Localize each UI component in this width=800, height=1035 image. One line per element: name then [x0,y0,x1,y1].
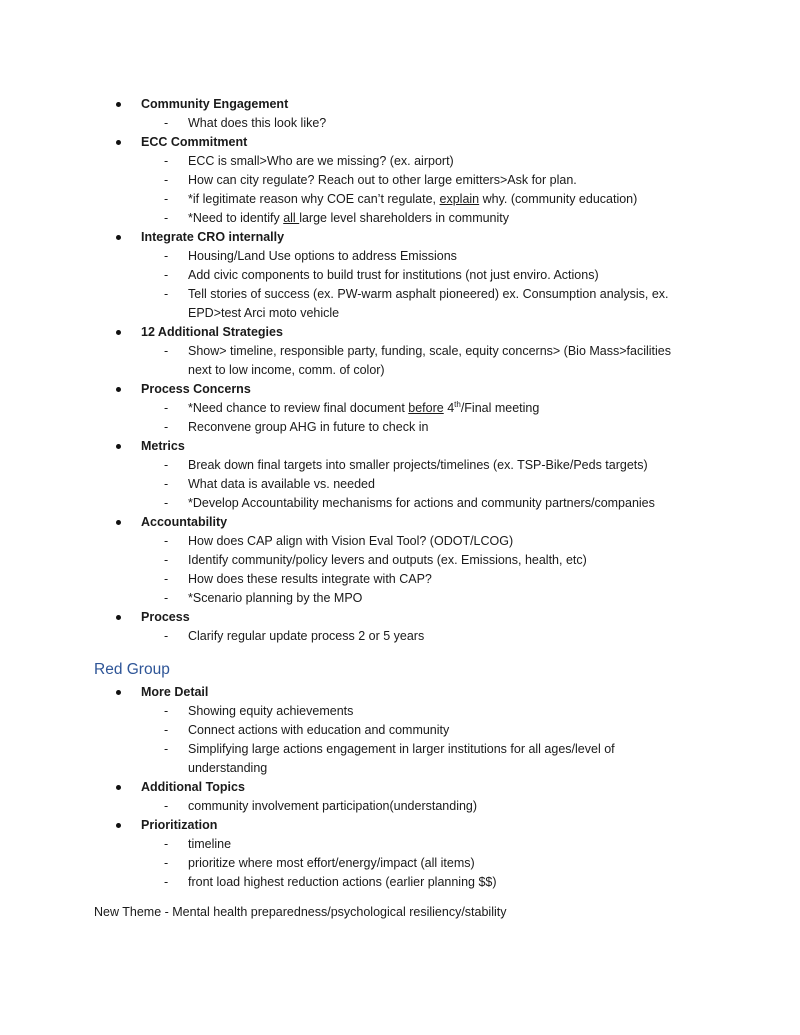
bullet-item [0,95,800,114]
sub-item [0,854,800,873]
dash-marker: - [164,268,169,282]
text-line: Simplifying large actions engagement in larger institutions for all ages/level of [188,742,615,756]
text-line: next to low income, comm. of color) [188,363,385,377]
dash-marker: - [164,420,169,434]
text-line: ECC is small>Who are we missing? (ex. airport) [188,154,454,168]
sub-item [0,171,800,190]
text-line: Clarify regular update process 2 or 5 years [188,629,425,643]
sub-item [0,399,800,418]
sub-item-text [188,418,708,437]
text-line: What does this look like? [188,116,327,130]
dash-marker: - [164,837,169,851]
bullet-title: Additional Topics [141,780,245,794]
sub-item-text [188,797,708,816]
sub-item [0,627,800,646]
dash-marker: - [164,629,169,643]
sub-item-text [188,266,708,285]
sub-item-text [188,702,708,721]
text-line: Identify community/policy levers and outputs (ex. Emissions, health, etc) [188,553,587,567]
text-line: *Scenario planning by the MPO [188,591,363,605]
sub-item-text [188,854,708,873]
bullet-title: Metrics [141,439,185,453]
sub-item-text [188,532,708,551]
sub-item-text [188,551,708,570]
text-line: Reconvene group AHG in future to check in [188,420,429,434]
text-part: *Need chance to review final document [188,401,409,415]
dash-marker: - [164,534,169,548]
bullet-item [0,683,800,702]
bullet-dot-icon [116,615,121,620]
text-line: Show> timeline, responsible party, funding, scale, equity concerns> (Bio Mass>facilities [188,344,671,358]
sub-item [0,835,800,854]
dash-marker: - [164,553,169,567]
dash-marker: - [164,344,169,358]
text-line [188,190,708,209]
sub-item-text [188,721,708,740]
text-line: How can city regulate? Reach out to other large emitters>Ask for plan. [188,173,577,187]
dash-marker: - [164,154,169,168]
sub-item-text [188,399,708,418]
dash-marker: - [164,116,169,130]
text-line [188,399,708,418]
dash-marker: - [164,401,169,415]
bullet-dot-icon [116,444,121,449]
dash-marker: - [164,856,169,870]
bullet-title: Community Engagement [141,97,289,111]
text-part: *Need to identify [188,211,284,225]
sub-item [0,285,800,323]
sub-item [0,570,800,589]
underlined-word: all [283,211,300,225]
sub-item [0,494,800,513]
dash-marker: - [164,287,169,301]
text-line [188,209,708,228]
sub-item [0,266,800,285]
bullet-title: Process Concerns [141,382,251,396]
bullet-title: Prioritization [141,818,218,832]
text-line: community involvement participation(understanding) [188,799,478,813]
sub-item [0,551,800,570]
bullet-item [0,778,800,797]
sub-item [0,797,800,816]
bullet-section-1 [0,95,800,646]
sub-item-text [188,171,708,190]
bullet-item [0,228,800,247]
text-line: timeline [188,837,232,851]
text-line: prioritize where most effort/energy/impact (all items) [188,856,475,870]
text-part: large level shareholders in community [299,211,510,225]
text-line: How does these results integrate with CAP? [188,572,432,586]
dash-marker: - [164,496,169,510]
bullet-item [0,437,800,456]
sub-item-text [188,873,708,892]
sub-item [0,114,800,133]
text-line: *Develop Accountability mechanisms for actions and community partners/companies [188,496,655,510]
bullet-item [0,133,800,152]
sub-item [0,152,800,171]
sub-item-text [188,342,708,380]
text-line: Housing/Land Use options to address Emissions [188,249,457,263]
dash-marker: - [164,211,169,225]
text-part: 4 [443,401,455,415]
bullet-title: ECC Commitment [141,135,248,149]
sub-item-text [188,627,708,646]
bullet-item [0,380,800,399]
section-heading: Red Group [94,661,170,678]
underlined-word: before [408,401,444,415]
bullet-dot-icon [116,102,121,107]
bullet-title: More Detail [141,685,209,699]
sub-item-text [188,247,708,266]
dash-marker: - [164,173,169,187]
sub-item [0,873,800,892]
sub-item [0,342,800,380]
sub-item-text [188,475,708,494]
dash-marker: - [164,192,169,206]
text-line: front load highest reduction actions (earlier planning $$) [188,875,497,889]
sub-item [0,589,800,608]
dash-marker: - [164,875,169,889]
bullet-dot-icon [116,140,121,145]
bullet-dot-icon [116,330,121,335]
sub-item [0,721,800,740]
bullet-dot-icon [116,520,121,525]
text-line: Showing equity achievements [188,704,354,718]
text-part: /Final meeting [460,401,540,415]
text-line: Break down final targets into smaller projects/timelines (ex. TSP-Bike/Peds targets) [188,458,648,472]
dash-marker: - [164,742,169,756]
dash-marker: - [164,249,169,263]
sub-item [0,247,800,266]
underlined-word: explain [439,192,480,206]
text-line: Connect actions with education and community [188,723,450,737]
sub-item-text [188,456,708,475]
bullet-dot-icon [116,235,121,240]
dash-marker: - [164,799,169,813]
bullet-title: Process [141,610,190,624]
dash-marker: - [164,572,169,586]
sub-item-text [188,114,708,133]
sub-item-text [188,570,708,589]
text-part: *if legitimate reason why COE can’t regulate, [188,192,440,206]
bullet-section-2 [0,683,800,892]
sub-item [0,702,800,721]
sub-item [0,475,800,494]
dash-marker: - [164,591,169,605]
text-line: understanding [188,761,268,775]
bullet-title: Integrate CRO internally [141,230,285,244]
sub-item [0,456,800,475]
bullet-dot-icon [116,823,121,828]
sub-item-text [188,494,708,513]
text-part: why. (community education) [479,192,638,206]
sub-item-text [188,589,708,608]
text-line: How does CAP align with Vision Eval Tool? (ODOT/LCOG) [188,534,514,548]
sub-item [0,190,800,209]
bullet-title: 12 Additional Strategies [141,325,283,339]
footer-note: New Theme - Mental health preparedness/psychological resiliency/stability [94,905,507,919]
dash-marker: - [164,723,169,737]
bullet-dot-icon [116,690,121,695]
bullet-item [0,513,800,532]
bullet-item [0,323,800,342]
sub-item-text [188,285,708,323]
sub-item-text [188,209,708,228]
bullet-item [0,816,800,835]
bullet-title: Accountability [141,515,228,529]
text-line: Tell stories of success (ex. PW-warm asphalt pioneered) ex. Consumption analysis, ex. [188,287,669,301]
bullet-dot-icon [116,785,121,790]
sub-item [0,418,800,437]
text-line: EPD>test Arci moto vehicle [188,306,340,320]
bullet-dot-icon [116,387,121,392]
sub-item-text [188,152,708,171]
dash-marker: - [164,477,169,491]
text-line: What data is available vs. needed [188,477,375,491]
text-line: Add civic components to build trust for institutions (not just enviro. Actions) [188,268,599,282]
sub-item-text [188,740,708,778]
sub-item-text [188,835,708,854]
sub-item-text [188,190,708,209]
sub-item [0,532,800,551]
sub-item [0,209,800,228]
bullet-item [0,608,800,627]
dash-marker: - [164,458,169,472]
sub-item [0,740,800,778]
dash-marker: - [164,704,169,718]
superscript: th [454,400,461,409]
